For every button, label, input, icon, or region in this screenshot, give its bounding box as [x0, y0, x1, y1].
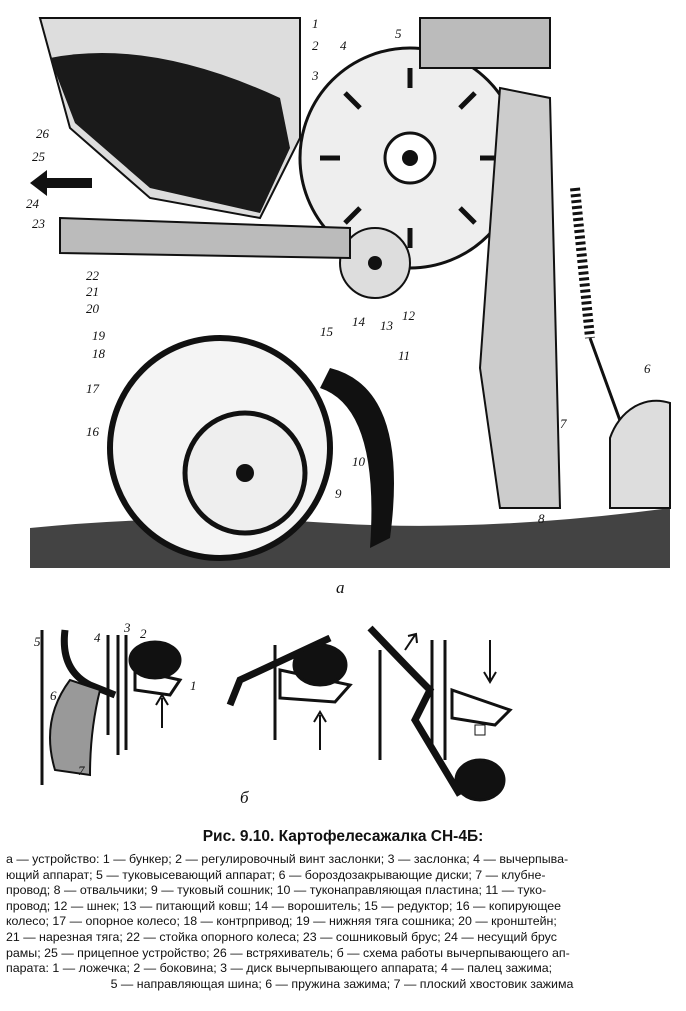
svg-text:19: 19 [92, 328, 105, 343]
svg-text:24: 24 [26, 196, 39, 211]
svg-text:11: 11 [398, 348, 411, 363]
caption-line: рамы; 25 — прицепное устройство; 26 — встряхиватель; б — схема работы вычерпывающего ап- [6, 945, 570, 960]
caption-line: а — устройство: 1 — бункер; 2 — регулировочный винт заслонки; 3 — заслонка; 4 — вычерпыва- [6, 852, 569, 866]
svg-text:6: 6 [644, 361, 651, 376]
svg-text:4: 4 [340, 38, 347, 53]
svg-text:14: 14 [352, 314, 365, 329]
stage-1 [42, 630, 180, 785]
svg-text:18: 18 [92, 346, 105, 361]
svg-text:3: 3 [124, 620, 131, 635]
svg-text:23: 23 [32, 216, 45, 231]
svg-text:20: 20 [86, 301, 99, 316]
svg-text:7: 7 [78, 763, 85, 778]
svg-text:25: 25 [32, 149, 45, 164]
caption-line: ющий аппарат; 5 — туковысевающий аппарат; 6 — бороздозакрывающие диски; 7 — клубне- [6, 867, 546, 882]
caption-line: провод; 8 — отвальчики; 9 — туковый сошник; 10 — туконаправляющая пластина; 11 — туко- [6, 883, 547, 898]
svg-text:13: 13 [380, 318, 393, 333]
svg-text:1: 1 [312, 16, 319, 31]
svg-text:6: 6 [50, 688, 57, 703]
spring [575, 188, 590, 338]
stage-3 [370, 628, 510, 800]
svg-text:5: 5 [34, 634, 41, 649]
main-illustration [26, 8, 670, 568]
caption-line: колесо; 17 — опорное колесо; 18 — контрпривод; 19 — нижняя тяга сошника; 20 — кронштейн; [6, 914, 557, 929]
caption-line: парата: 1 — ложечка; 2 — боковина; 3 — диск вычерпывающего аппарата; 4 — палец зажима; [6, 961, 553, 976]
svg-text:16: 16 [86, 424, 99, 439]
svg-text:10: 10 [352, 454, 365, 469]
svg-text:7: 7 [560, 416, 567, 431]
svg-text:9: 9 [335, 486, 342, 501]
tow-arrow [30, 170, 92, 196]
svg-text:2: 2 [140, 626, 147, 641]
svg-text:5: 5 [395, 26, 402, 41]
stage-2 [230, 638, 350, 750]
svg-text:2: 2 [312, 38, 319, 53]
figure-caption-body [6, 852, 678, 992]
svg-text:8: 8 [538, 511, 545, 526]
svg-text:4: 4 [94, 630, 101, 645]
svg-text:12: 12 [402, 308, 415, 323]
caption-line: 21 — нарезная тяга; 22 — стойка опорного колеса; 23 — сошниковый брус; 24 — несущий брус [6, 929, 557, 944]
svg-text:21: 21 [86, 284, 99, 299]
label-b: б [240, 788, 249, 807]
svg-text:22: 22 [86, 268, 99, 283]
label-a: а [336, 578, 345, 597]
svg-text:15: 15 [320, 324, 333, 339]
frame-beam [60, 218, 350, 258]
svg-text:3: 3 [312, 68, 319, 83]
scheme-illustration [20, 610, 670, 810]
svg-text:26: 26 [36, 126, 49, 141]
fertilizer-box [420, 18, 550, 68]
svg-text:17: 17 [86, 381, 99, 396]
caption-line: 5 — направляющая шина; 6 — пружина зажима; 7 — плоский хвостовик зажима [110, 976, 574, 991]
caption-line: провод; 12 — шнек; 13 — питающий ковш; 14 — ворошитель; 15 — редуктор; 16 — копирующее [6, 898, 562, 913]
ground [30, 508, 670, 568]
svg-text:1: 1 [190, 678, 197, 693]
figure-caption-title: Рис. 9.10. Картофелесажалка СН-4Б: [202, 828, 484, 845]
